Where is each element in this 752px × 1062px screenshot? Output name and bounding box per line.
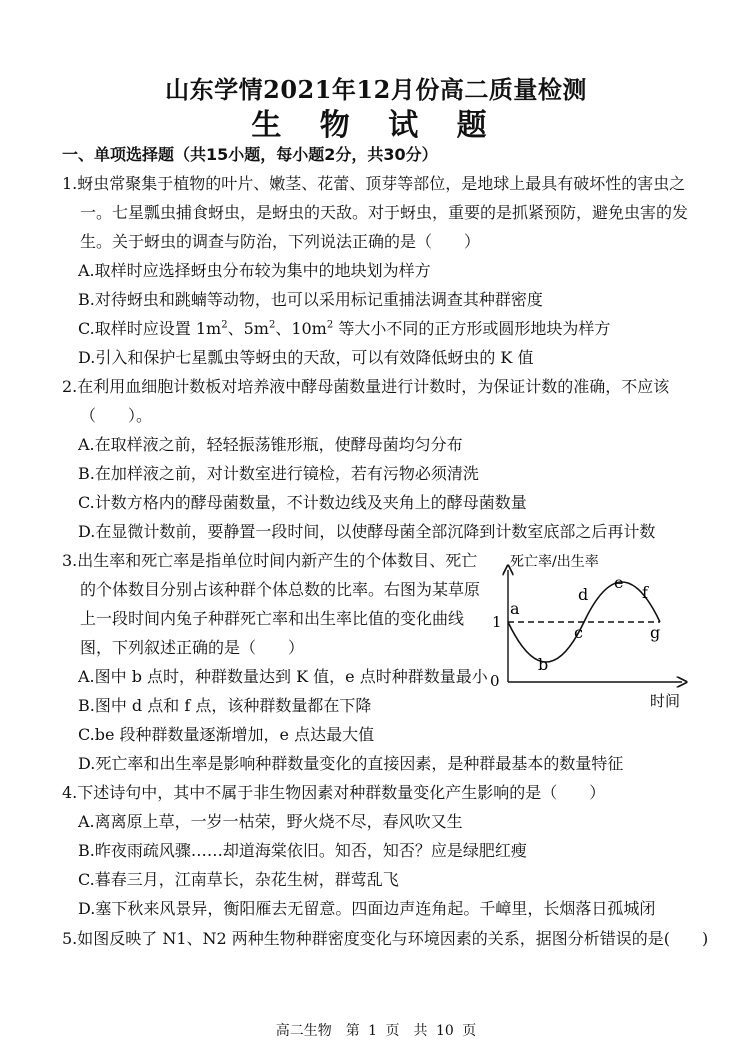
q3-stem-line2: 的个体数目分别占该种群个体总数的比率。右图为某草原: [80, 580, 481, 599]
q1-option-d: D.引入和保护七星瓢虫等蚜虫的天敌，可以有效降低蚜虫的 K 值: [78, 348, 534, 367]
q4-option-c: C.暮春三月，江南草长，杂花生树，群莺乱飞: [78, 870, 399, 889]
y-axis-label: 死亡率/出生率: [510, 554, 599, 570]
q4-option-d: D.塞下秋来风景异，衡阳雁去无留意。四面边声连角起。千嶂里，长烟落日孤城闭: [78, 899, 656, 918]
point-label-f: f: [642, 583, 648, 602]
point-label-d: d: [578, 585, 589, 604]
point-label-g: g: [650, 623, 661, 642]
q3-option-a: A.图中 b 点时，种群数量达到 K 值，e 点时种群数量最小: [78, 667, 488, 686]
q1-stem-line1: 1.蚜虫常聚集于植物的叶片、嫩茎、花蕾、顶芽等部位，是地球上最具有破坏性的害虫之: [62, 174, 686, 193]
q5-stem-line1: 5.如图反映了 N1、N2 两种生物种群密度变化与环境因素的关系，据图分析错误的是( ): [62, 929, 709, 948]
point-label-c: c: [574, 623, 583, 642]
q2-option-c: C.计数方格内的酵母菌数量，不计数边线及夹角上的酵母菌数量: [78, 493, 527, 512]
q2-stem-line1: 2.在利用血细胞计数板对培养液中酵母菌数量进行计数时，为保证计数的准确，不应该: [62, 377, 670, 396]
point-label-e: e: [614, 573, 624, 592]
q1-option-c: C.取样时应设置 $1m^2$、$5m^2$、$10m^2$ 等大小不同的正方形或圆形地块为样方: [78, 319, 611, 338]
tick-label-one: 1: [492, 613, 502, 631]
q1-option-b: B.对待蚜虫和跳蝻等动物，也可以采用标记重捕法调查其种群密度: [78, 290, 543, 309]
q2-option-b: B.在加样液之前，对计数室进行镜检，若有污物必须清洗: [78, 464, 479, 483]
point-label-b: b: [538, 655, 549, 674]
q1-option-a: A.取样时应选择蚜虫分布较为集中的地块划为样方: [78, 261, 431, 280]
q2-option-a: A.在取样液之前，轻轻振荡锥形瓶，使酵母菌均匀分布: [78, 435, 463, 454]
q3-stem-line4: 图，下列叙述正确的是（ ）: [80, 638, 305, 657]
exam-title: 山东学情2021年12月份高二质量检测: [165, 75, 587, 104]
q3-option-b: B.图中 d 点和 f 点，该种群数量都在下降: [78, 696, 372, 715]
subject-title: 生 物 试 题: [251, 108, 501, 143]
q2-stem-line2: （ ）。: [80, 406, 153, 425]
q3-stem-line1: 3.出生率和死亡率是指单位时间内新产生的个体数目、死亡: [62, 551, 478, 570]
q3-stem-line3: 上一段时间内兔子种群死亡率和出生率比值的变化曲线: [80, 609, 465, 628]
q4-option-b: B.昨夜雨疏风骤……却道海棠依旧。知否，知否？应是绿肥红瘦: [78, 841, 527, 860]
x-axis-label: 时间: [650, 692, 681, 710]
origin-label: 0: [490, 672, 500, 690]
q2-option-d: D.在显微计数前，要静置一段时间，以使酵母菌全部沉降到计数室底部之后再计数: [78, 522, 656, 541]
q3-option-c: C.be 段种群数量逐渐增加，e 点达最大值: [78, 725, 375, 744]
q1-stem-line2: 一。七星瓢虫捕食蚜虫，是蚜虫的天敌。对于蚜虫，重要的是抓紧预防，避免虫害的发: [80, 203, 689, 222]
q3-option-d: D.死亡率和出生率是影响种群数量变化的直接因素，是种群最基本的数量特征: [78, 754, 624, 773]
section-heading: 一、单项选择题（共15小题，每小题2分，共30分）: [62, 145, 438, 164]
q4-stem-line1: 4.下述诗句中，其中不属于非生物因素对种群数量变化产生影响的是（ ）: [62, 783, 606, 802]
q4-option-a: A.离离原上草，一岁一枯荣，野火烧不尽，春风吹又生: [78, 812, 463, 831]
q1-stem-line3: 生。关于蚜虫的调查与防治，下列说法正确的是（ ）: [80, 232, 481, 251]
death-birth-ratio-figure: [482, 552, 704, 710]
point-label-a: a: [510, 599, 520, 618]
page-footer: 高二生物 第 1 页 共 10 页: [275, 1023, 477, 1039]
